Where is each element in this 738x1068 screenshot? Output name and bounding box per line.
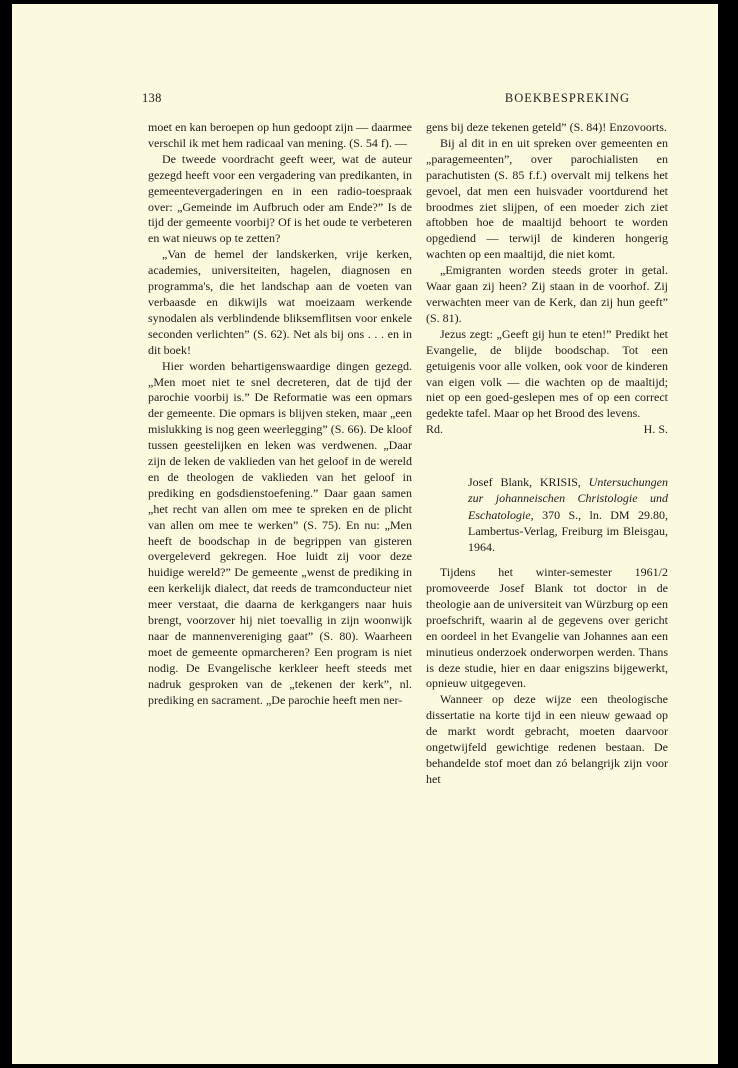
bibliographic-entry: [468, 474, 668, 555]
paragraph: gens bij deze tekenen geteld” (S. 84)! Enzovoorts.: [426, 120, 667, 134]
bib-details: 370 S., ln. DM 29.80, Lambertus-Verlag, Freiburg im Bleisgau, 1964.: [468, 507, 669, 554]
paragraph: „Emigranten worden steeds groter in getal. Waar gaan zij heen? Zij staan in de voorhof. Zij verwachten meer van de Kerk, dan zij hun geeft” (S. 81).: [426, 263, 668, 325]
paragraph: Bij al dit in en uit spreken over gemeenten en „paragemeenten”, over parochialisten en parachutisten (S. 85 f.f.) overvalt mij telkens het gevoel, dat men een huisvader voortdurend het broodmes ziet slijpen, of een moeder zich ziet aftobben hoe de maaltijd behoort te worden opgediend — terwijl de kinderen hongerig wachten op een maaltijd, die niet komt.: [426, 135, 668, 262]
paragraph: „Van de hemel der landskerken, vrije kerken, academies, universiteiten, hagelen, diagnosen en programma's, die het landschap aan de voeten van verbaasde en dikwijls wat moeizaam werkende synodalen als verblindende bliksemflitsen voor enkele seconden verlichten” (S. 62). Net als bij ons . . . en in dit boek!: [148, 247, 412, 357]
paragraph: Hier worden behartigenswaardige dingen gezegd. „Men moet niet te snel decreteren, dat de tijd der parochie voorbij is.” De Reformatie was een opmars der gemeente. Die opmars is blijven steken, maar „een mislukking is nog geen weerlegging” (S. 66). De kloof tussen geestelijken en leken was verdwenen. „Daar zijn de leken de vaklieden van het geloof in de wereld en de theologen de vaklieden van het geloof in prediking en godsdienstoefening.” Daar gaan samen „het recht van allen om mee te spreken en de plicht van allen om mee te werken” (S. 75). En nu: „Men heeft de boodschap in de begrippen van gisteren overgeleverd gekregen. Hoe luidt zij voor deze huidige wereld?” De gemeente „wenst de prediking in een kerkelijk dialect, dat reeds de tramconducteur niet meer verstaat, die daarna de kerkgangers naar huis brengt, voorzover hij niet toevallig in zijn woonwijk naar de mannenvereniging gaat” (S. 80). Waarheen moet de gemeente opmarcheren? Een program is niet nodig. De Evangelische kerkleer heeft steeds met nadruk gesproken van de „tekenen der kerk”, nl. prediking en sacrament. „De parochie heeft men ner-: [148, 358, 412, 707]
left-column: [148, 120, 412, 709]
signature-left: Rd.: [426, 422, 444, 437]
bib-title: Untersuchungen zur johanneischen Christologie und Eschatologie,: [468, 475, 668, 522]
running-head: BOEKBESPREKING: [504, 91, 630, 105]
paragraph: De tweede voordracht geeft weer, wat de auteur gezegd heeft voor een vergadering van predikanten, in gemeentevergaderingen en in een radio-toespraak over: „Gemeinde im Aufbruch oder am Ende?” Is de tijd der gemeente voorbij? Of is het oude te verbeteren en wat nieuws op te zetten?: [148, 151, 412, 246]
review-signature: [426, 422, 668, 438]
signature-right: H. S.: [643, 422, 668, 437]
paragraph: Jezus zegt: „Geeft gij hun te eten!” Predikt het Evangelie, de blijde boodschap. Tot een getuigenis voor alle volken, ook voor de kinderen van eigen volk — die wachten op de maaltijd; niet op een goed-geslepen mes of op een correct gedekte tafel. Maar op het Brood des levens.: [426, 326, 668, 421]
right-column: [426, 120, 668, 788]
paragraph: Wanneer op deze wijze een theologische dissertatie na korte tijd in een nieuw gewaad op de markt wordt gebracht, moeten daarvoor ongetwijfeld gewichtige redenen bestaan. De behandelde stof moet dan zó belangrijk zijn voor het: [426, 692, 668, 786]
scanned-page: [12, 4, 718, 1064]
bib-author: Josef Blank, KRISIS,: [468, 475, 581, 490]
page-number: 138: [142, 91, 162, 105]
paragraph: moet en kan beroepen op hun gedoopt zijn — daarmee verschil ik met hem radicaal van mening. (S. 54 f). —: [148, 120, 412, 150]
paragraph: Tijdens het winter-semester 1961/2 promoveerde Josef Blank tot doctor in de theologie aan de universiteit van Würzburg op een proefschrift, waarin al de gegevens over gericht en oordeel in het Evangelie van Johannes aan een minutieus onderzoek onderworpen werden. Thans is deze studie, hier en daar enigszins bijgewerkt, opnieuw uitgegeven.: [426, 565, 668, 691]
